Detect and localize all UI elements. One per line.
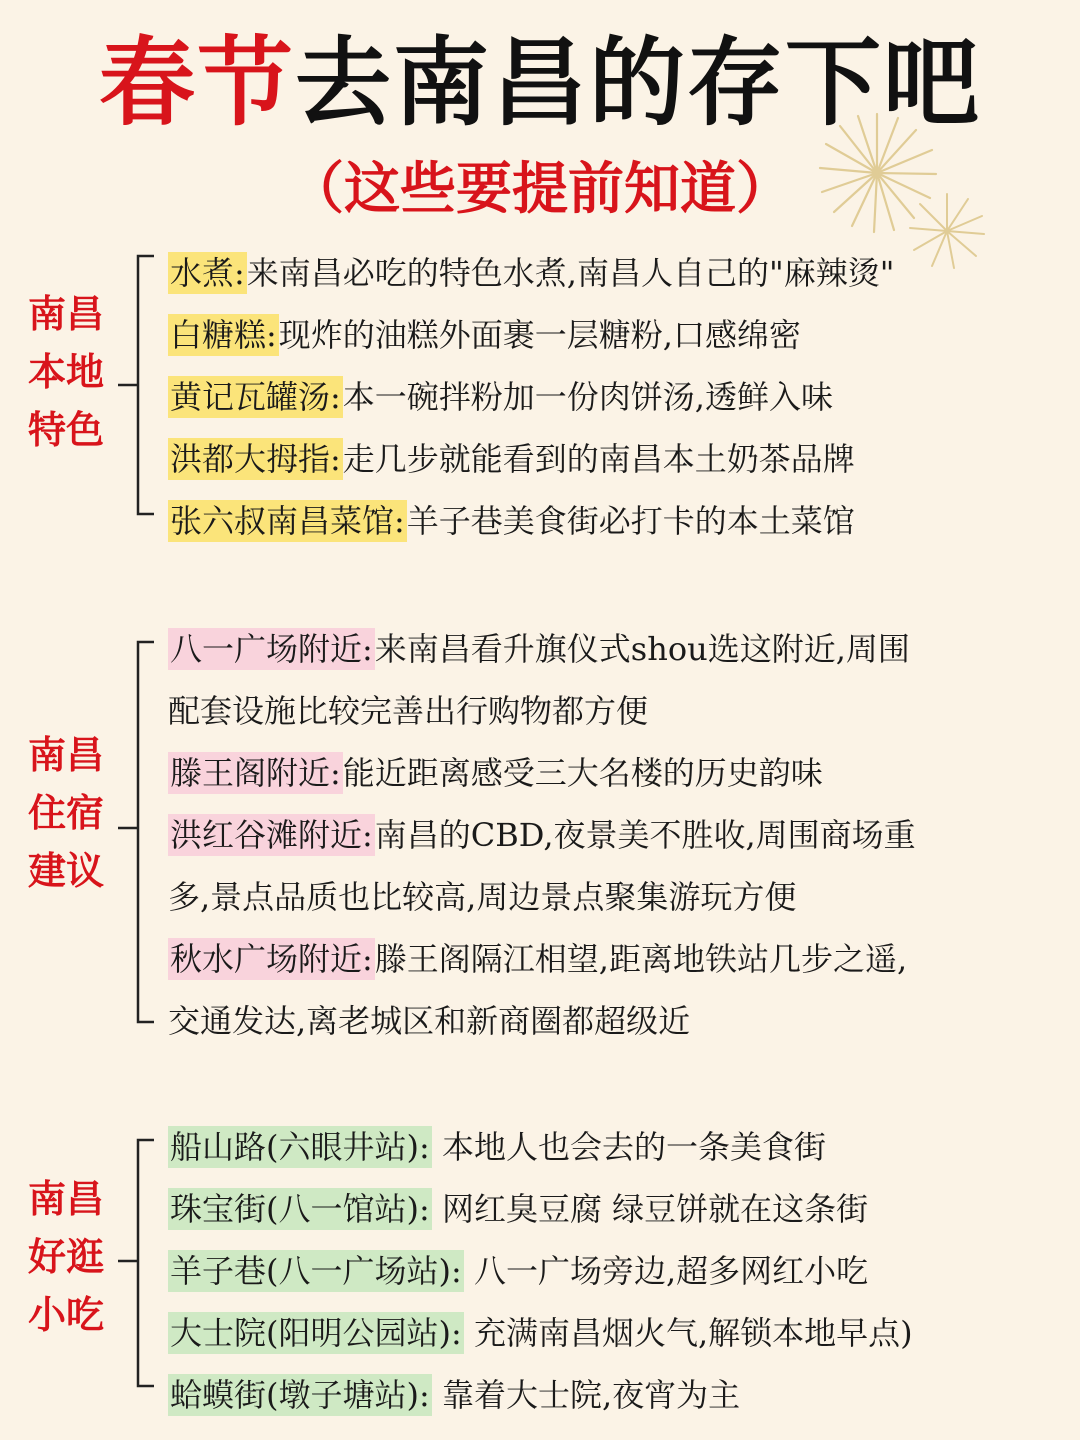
item-key: 张六叔南昌菜馆: bbox=[170, 502, 405, 540]
item-key: 珠宝街(八一馆站): bbox=[170, 1190, 430, 1228]
list-item bbox=[168, 1302, 1048, 1364]
item-text: 网红臭豆腐 绿豆饼就在这条街 bbox=[431, 1190, 869, 1228]
item-key: 洪都大拇指: bbox=[170, 440, 341, 478]
list-item bbox=[168, 1116, 1048, 1178]
section-label: 南昌 住宿 建议 bbox=[27, 733, 104, 893]
item-text: 走几步就能看到的南昌本土奶茶品牌 bbox=[342, 440, 855, 478]
item-key: 水煮: bbox=[170, 254, 245, 292]
item-text-cont: 多,景点品质也比较高,周边景点聚集游玩方便 bbox=[168, 878, 797, 916]
list-item bbox=[168, 304, 1048, 366]
item-text-cont: 配套设施比较完善出行购物都方便 bbox=[168, 692, 649, 730]
list-item bbox=[168, 242, 1048, 304]
item-text: 充满南昌烟火气,解锁本地早点) bbox=[463, 1314, 913, 1352]
item-key: 秋水广场附近: bbox=[170, 940, 373, 978]
item-list bbox=[168, 242, 1048, 552]
list-item bbox=[168, 804, 1048, 928]
item-key: 大士院(阳明公园站): bbox=[170, 1314, 462, 1352]
list-item bbox=[168, 1364, 1048, 1426]
bracket-line bbox=[116, 254, 156, 516]
item-text: 来南昌必吃的特色水煮,南昌人自己的"麻辣烫" bbox=[246, 254, 895, 292]
section-label: 南昌 好逛 小吃 bbox=[27, 1177, 104, 1337]
list-item bbox=[168, 928, 1048, 1052]
list-item bbox=[168, 428, 1048, 490]
section-local-specialties bbox=[0, 240, 1080, 540]
list-item bbox=[168, 1240, 1048, 1302]
list-item bbox=[168, 618, 1048, 742]
title-highlight: 春节 bbox=[99, 27, 295, 139]
bracket-line bbox=[116, 1138, 156, 1388]
item-text: 本地人也会去的一条美食街 bbox=[431, 1128, 826, 1166]
item-text: 滕王阁隔江相望,距离地铁站几步之遥, bbox=[374, 940, 908, 978]
item-key: 八一广场附近: bbox=[170, 630, 373, 668]
item-text: 本一碗拌粉加一份肉饼汤,透鲜入味 bbox=[342, 378, 833, 416]
item-text: 八一广场旁边,超多网红小吃 bbox=[463, 1252, 869, 1290]
item-key: 羊子巷(八一广场站): bbox=[170, 1252, 462, 1290]
list-item bbox=[168, 366, 1048, 428]
section-label: 南昌 本地 特色 bbox=[27, 292, 104, 452]
section-street-food bbox=[0, 1114, 1080, 1424]
item-text: 羊子巷美食街必打卡的本土菜馆 bbox=[406, 502, 855, 540]
item-key: 蛤蟆街(墩子塘站): bbox=[170, 1376, 430, 1414]
page-subtitle: （这些要提前知道） bbox=[288, 157, 792, 222]
item-key: 船山路(六眼井站): bbox=[170, 1128, 430, 1166]
item-list bbox=[168, 1116, 1048, 1426]
section-accommodation bbox=[0, 616, 1080, 1046]
item-list bbox=[168, 618, 1048, 1052]
item-text: 南昌的CBD,夜景美不胜收,周围商场重 bbox=[374, 816, 916, 854]
item-key: 滕王阁附近: bbox=[170, 754, 341, 792]
list-item bbox=[168, 1178, 1048, 1240]
item-text: 现炸的油糕外面裹一层糖粉,口感绵密 bbox=[278, 316, 801, 354]
item-text-cont: 交通发达,离老城区和新商圈都超级近 bbox=[168, 1002, 691, 1040]
item-key: 黄记瓦罐汤: bbox=[170, 378, 341, 416]
list-item bbox=[168, 490, 1048, 552]
title-main: 去南昌的存下吧 bbox=[295, 27, 981, 139]
item-text: 靠着大士院,夜宵为主 bbox=[431, 1376, 741, 1414]
bracket-line bbox=[116, 640, 156, 1024]
list-item bbox=[168, 742, 1048, 804]
item-key: 洪红谷滩附近: bbox=[170, 816, 373, 854]
item-text: 能近距离感受三大名楼的历史韵味 bbox=[342, 754, 823, 792]
item-key: 白糖糕: bbox=[170, 316, 277, 354]
item-text: 来南昌看升旗仪式shou选这附近,周围 bbox=[374, 630, 910, 668]
